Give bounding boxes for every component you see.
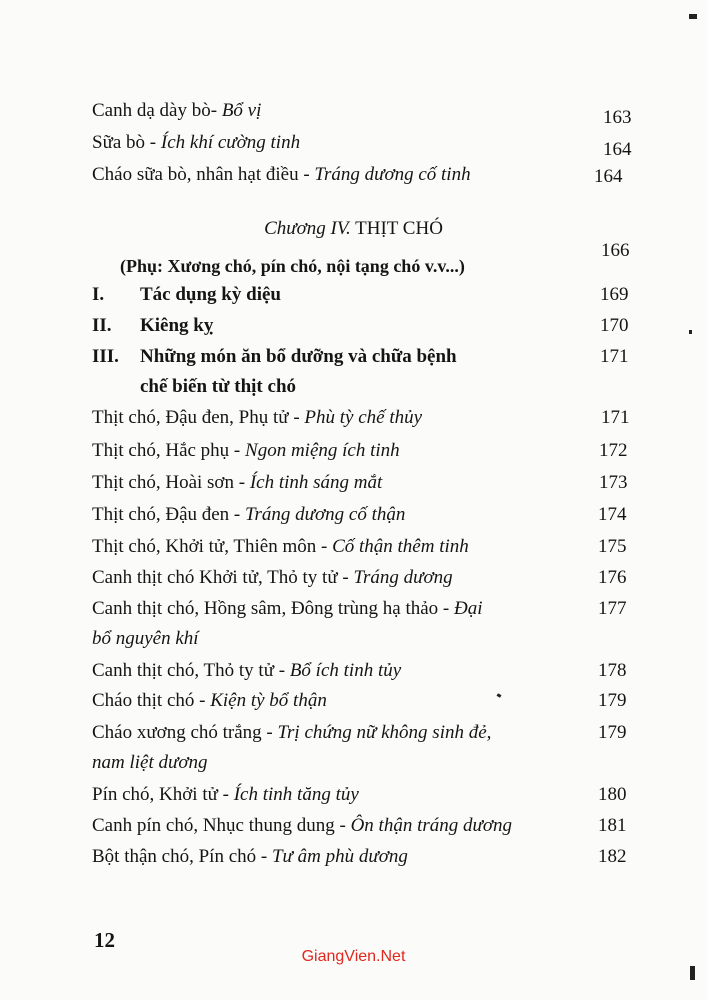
- entry-title: Canh thịt chó, Hồng sâm, Đông trùng hạ thảo - Đại: [92, 598, 483, 619]
- entry-page: 171: [601, 407, 630, 428]
- entry-title: Canh thịt chó, Thỏ ty tử - Bổ ích tinh tủy: [92, 660, 402, 681]
- section-number: II.: [92, 315, 112, 336]
- entry-title-continued: bổ nguyên khí: [92, 628, 199, 649]
- toc-entry: [0, 472, 707, 506]
- entry-page: 181: [598, 815, 627, 836]
- entry-title: Cháo xương chó trắng - Trị chứng nữ không sinh đẻ,: [92, 722, 492, 743]
- entry-title: Canh thịt chó Khởi tử, Thỏ ty tử - Tráng dương: [92, 567, 453, 588]
- entry-page: 164: [603, 139, 632, 160]
- entry-title: Thịt chó, Hoài sơn - Ích tinh sáng mắt: [92, 472, 383, 493]
- entry-page: 178: [598, 660, 627, 681]
- scan-speck: [690, 966, 695, 980]
- toc-entry: [0, 164, 707, 198]
- entry-page: 164: [594, 166, 623, 187]
- toc-entry: [0, 690, 707, 724]
- watermark: GiangVien.Net: [301, 948, 406, 965]
- section-title-continued: chế biến từ thịt chó: [140, 376, 297, 397]
- toc-entry: [0, 536, 707, 570]
- section-title: Kiêng kỵ: [140, 315, 214, 336]
- entry-page: 182: [598, 846, 627, 867]
- chapter-title: Chương IV. THỊT CHÓ: [264, 218, 443, 239]
- toc-entry: [0, 132, 707, 166]
- toc-entry: [0, 407, 707, 441]
- entry-title-continued: nam liệt dương: [92, 752, 208, 773]
- chapter-subtitle: (Phụ: Xương chó, pín chó, nội tạng chó v.v...): [120, 256, 465, 276]
- toc-entry: [0, 504, 707, 538]
- toc-section: [0, 284, 707, 318]
- section-page: 169: [600, 284, 629, 305]
- toc-entry: [0, 784, 707, 818]
- entry-page: 179: [598, 722, 627, 743]
- entry-page: 175: [598, 536, 627, 557]
- scan-speck: [689, 330, 692, 334]
- section-number: III.: [92, 346, 119, 367]
- entry-title: Pín chó, Khởi tử - Ích tinh tăng tủy: [92, 784, 359, 805]
- entry-page: 163: [603, 107, 632, 128]
- toc-entry: [0, 598, 707, 632]
- toc-entry: [0, 815, 707, 849]
- toc-section: [0, 346, 707, 380]
- toc-entry: [0, 100, 707, 134]
- entry-title: Cháo thịt chó - Kiện tỳ bổ thận: [92, 690, 327, 711]
- entry-page: 177: [598, 598, 627, 619]
- entry-title: Thịt chó, Đậu đen, Phụ tử - Phù tỳ chế thủy: [92, 407, 423, 428]
- entry-page: 174: [598, 504, 627, 525]
- entry-title: Thịt chó, Hắc phụ - Ngon miệng ích tinh: [92, 440, 400, 461]
- entry-title: Cháo sữa bò, nhân hạt điều - Tráng dương cố tinh: [92, 164, 471, 185]
- section-page: 171: [600, 346, 629, 367]
- scan-speck: [689, 14, 697, 19]
- toc-entry: [0, 846, 707, 880]
- entry-title: Canh dạ dày bò- Bổ vị: [92, 100, 262, 121]
- entry-page: 176: [598, 567, 627, 588]
- entry-page: 180: [598, 784, 627, 805]
- entry-page: 179: [598, 690, 627, 711]
- section-title: Tác dụng kỳ diệu: [140, 284, 281, 305]
- chapter-page: 166: [601, 240, 630, 261]
- entry-title: Thịt chó, Đậu đen - Tráng dương cố thận: [92, 504, 406, 525]
- entry-page: 172: [599, 440, 628, 461]
- entry-title: Bột thận chó, Pín chó - Tư âm phù dương: [92, 846, 408, 867]
- toc-entry: [0, 660, 707, 694]
- entry-page: 173: [599, 472, 628, 493]
- toc-entry: [0, 440, 707, 474]
- section-title: Những món ăn bổ dưỡng và chữa bệnh: [140, 346, 457, 367]
- entry-title: Canh pín chó, Nhục thung dung - Ôn thận tráng dương: [92, 815, 513, 836]
- toc-entry: [0, 567, 707, 601]
- page-number: 12: [94, 928, 115, 952]
- toc-entry: [0, 722, 707, 756]
- section-number: I.: [92, 284, 105, 305]
- section-page: 170: [600, 315, 629, 336]
- entry-title: Thịt chó, Khởi tử, Thiên môn - Cố thận thêm tinh: [92, 536, 469, 557]
- entry-title: Sữa bò - Ích khí cường tinh: [92, 132, 301, 153]
- toc-section: [0, 315, 707, 349]
